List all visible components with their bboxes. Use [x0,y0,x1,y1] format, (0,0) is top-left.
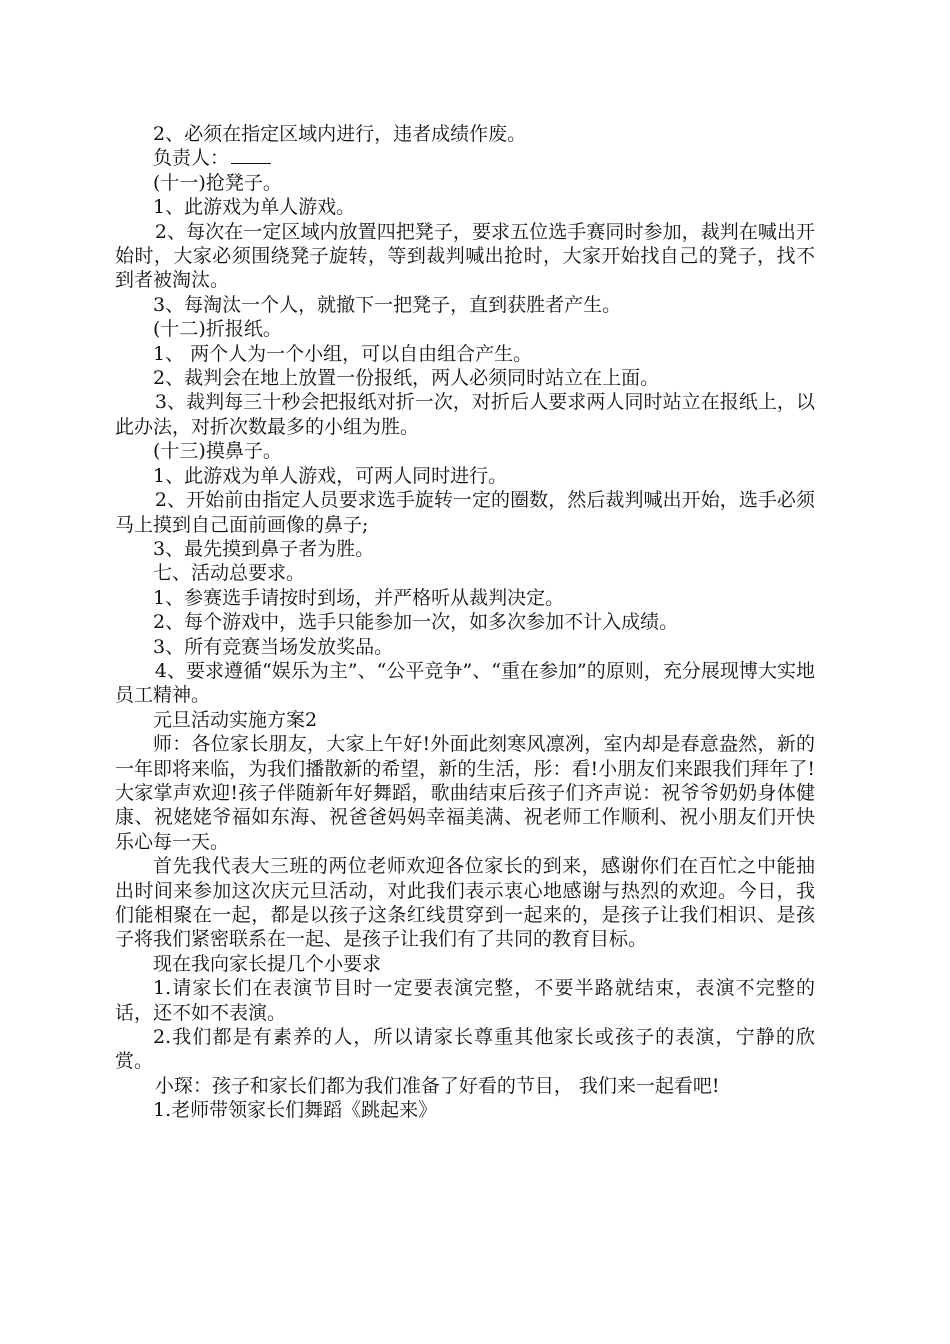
paragraph: 1、此游戏为单人游戏，可两人同时进行。 [153,464,508,487]
paragraph: 4、要求遵循“娱乐为主”、“公平竞争”、“重在参加”的原则，充分展现博大实地员工精神。 [115,659,815,707]
paragraph: 3、每淘汰一个人，就撤下一把凳子，直到获胜者产生。 [153,293,622,316]
paragraph: 3、裁判每三十秒会把报纸对折一次，对折后人要求两人同时站立在报纸上，以此办法，对折次数最多的小组为胜。 [115,391,815,438]
paragraph: 小琛：孩子和家长们都为我们准备了好看的节目， 我们来一起看吧! [154,1074,720,1097]
paragraph: 现在我向家长提几个小要求 [153,952,382,975]
paragraph: 首先我代表大三班的两位老师欢迎各位家长的到来，感谢你们在百忙之中能抽出时间来参加这次庆元旦活动，对此我们表示衷心地感谢与热烈的欢迎。今日，我们能相聚在一起，都是以孩子这条红线贯穿到一起来的，是孩子让我们相识、是孩子将我们紧密联系在一起、是孩子让我们有了共同的教育目标。 [115,855,815,951]
paragraph: 2、必须在指定区域内进行，违者成绩作废。 [153,123,527,145]
paragraph: 2、开始前由指定人员要求选手旋转一定的圈数，然后裁判喊出开始，选手必须马上摸到自己面前画像的鼻子; [115,489,815,536]
paragraph: 1.请家长们在表演节目时一定要表演完整，不要半路就结束，表演不完整的话，还不如不表演。 [115,977,815,1024]
paragraph: 2、裁判会在地上放置一份报纸，两人必须同时站立在上面。 [153,367,660,390]
section-heading: (十三)摸鼻子。 [153,440,282,463]
paragraph: 师：各位家长朋友，大家上午好!外面此刻寒风凛冽，室内却是春意盎然，新的一年即将来临，为我们播散新的希望，新的生活，彤：看!小朋友们来跟我们拜年了!大家掌声欢迎!孩子伴随新年好舞蹈，歌曲结束后孩子们齐声说：祝爷爷奶奶身体健康、祝姥姥爷福如东海、祝爸爸妈妈幸福美满、祝老师工作顺利、祝小朋友们开快乐心每一天。 [115,733,815,853]
paragraph: 2、每次在一定区域内放置四把凳子，要求五位选手赛同时参加，裁判在喊出开始时，大家必须围绕凳子旋转，等到裁判喊出抢时，大家开始找自己的凳子，找不到者被淘汰。 [115,220,815,292]
section-heading: 七、活动总要求。 [153,562,306,585]
document-subtitle: 元旦活动实施方案2 [153,708,318,731]
paragraph: 2、每个游戏中，选手只能参加一次，如多次参加不计入成绩。 [153,611,679,634]
paragraph: 1、此游戏为单人游戏。 [153,196,356,219]
paragraph-text: 负责人： [153,147,230,170]
paragraph: 3、最先摸到鼻子者为胜。 [153,537,375,560]
paragraph: 1、 两个人为一个小组，可以自由组合产生。 [153,342,533,365]
section-heading: (十一)抢凳子。 [153,171,282,194]
section-heading: (十二)折报纸。 [153,318,282,341]
paragraph: 2.我们都是有素养的人，所以请家长尊重其他家长或孩子的表演，宁静的欣赏。 [115,1026,815,1073]
paragraph: 1.老师带领家长们舞蹈《跳起来》 [153,1099,438,1122]
blank-line [231,146,271,164]
paragraph-responsible-person [115,146,815,170]
document-body [115,122,815,1123]
paragraph: 3、所有竞赛当场发放奖品。 [153,635,394,658]
paragraph: 1、参赛选手请按时到场，并严格听从裁判决定。 [153,586,565,609]
